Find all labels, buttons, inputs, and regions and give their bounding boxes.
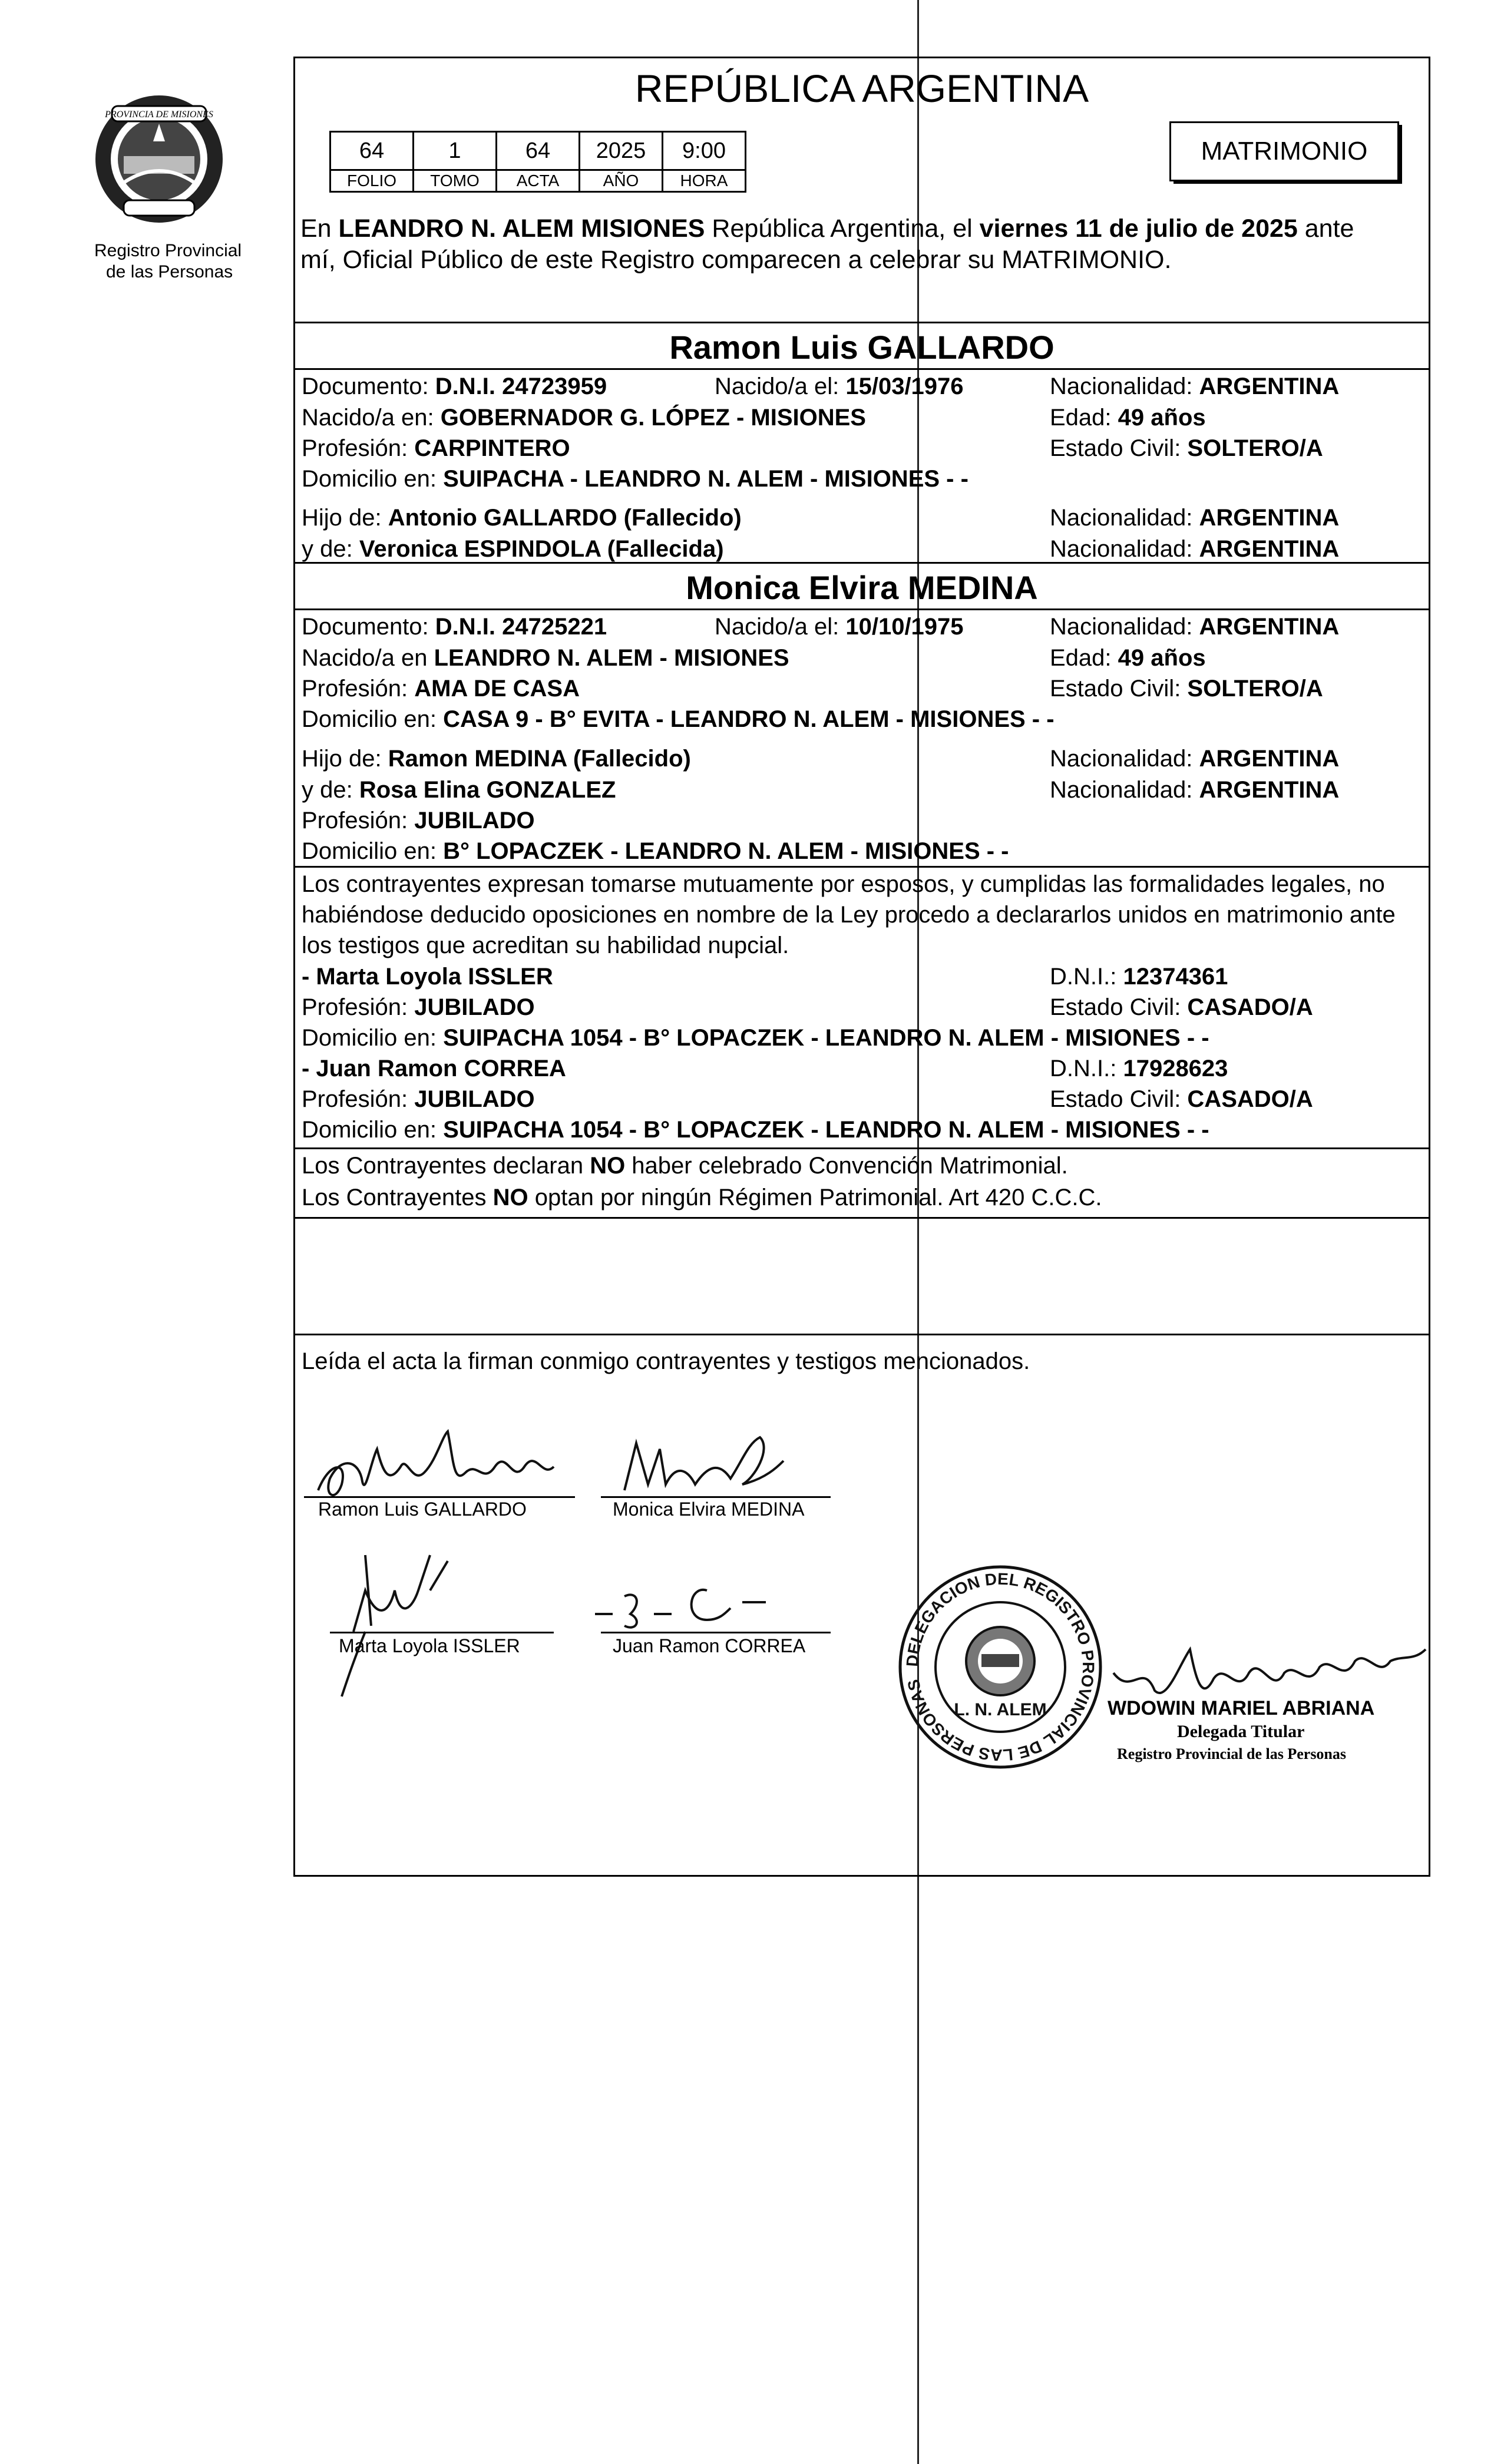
groom-name: Ramon Luis GALLARDO <box>669 329 1055 366</box>
groom-edad: Edad: 49 años <box>1050 405 1206 431</box>
anio-label: AÑO <box>580 170 663 192</box>
witness2-domicilio: Domicilio en: SUIPACHA 1054 - B° LOPACZEK - LEANDRO N. ALEM - MISIONES - - <box>302 1117 1209 1143</box>
org-name-line2: de las Personas <box>106 262 233 282</box>
bride-nacido-el: Nacido/a el: 10/10/1975 <box>715 614 964 640</box>
declaration-line-3: los testigos que acreditan su habilidad nupcial. <box>302 932 789 958</box>
bride-documento: Documento: D.N.I. 24725221 <box>302 614 607 640</box>
bride-estado-civil: Estado Civil: SOLTERO/A <box>1050 676 1323 702</box>
witness2-dni: D.N.I.: 17928623 <box>1050 1056 1228 1081</box>
groom-nacido-en: Nacido/a en: GOBERNADOR G. LÓPEZ - MISIONES <box>302 405 866 431</box>
folio-label: FOLIO <box>330 170 414 192</box>
witness2-name: - Juan Ramon CORREA <box>302 1056 566 1081</box>
divider-4 <box>293 608 1430 610</box>
declaration-line-1: Los contrayentes expresan tomarse mutuamente por esposos, y cumplidas las formalidades legales, no <box>302 871 1385 897</box>
bride-padre: Hijo de: Ramon MEDINA (Fallecido) <box>302 746 691 772</box>
bride-name: Monica Elvira MEDINA <box>686 569 1038 606</box>
bride-signature <box>613 1426 813 1508</box>
tomo-value: 1 <box>414 132 497 170</box>
bride-signature-line <box>601 1496 831 1498</box>
witness2-profesion: Profesión: JUBILADO <box>302 1086 535 1112</box>
groom-domicilio: Domicilio en: SUIPACHA - LEANDRO N. ALEM - MISIONES - - <box>302 466 968 492</box>
convencion-line-1: Los Contrayentes declaran NO haber celebrado Convención Matrimonial. <box>302 1153 1068 1179</box>
bride-padre-profesion: Profesión: JUBILADO <box>302 808 535 834</box>
groom-signature-label: Ramon Luis GALLARDO <box>318 1499 527 1520</box>
document-type-box-shadow <box>1399 125 1402 184</box>
bride-domicilio: Domicilio en: CASA 9 - B° EVITA - LEANDRO N. ALEM - MISIONES - - <box>302 706 1055 732</box>
groom-madre: y de: Veronica ESPINDOLA (Fallecida) <box>302 536 724 562</box>
divider-1 <box>293 322 1430 323</box>
witness2-signature <box>589 1567 789 1638</box>
official-stamp <box>894 1561 1106 1773</box>
anio-value: 2025 <box>580 132 663 170</box>
divider-3 <box>293 562 1430 564</box>
groom-padre: Hijo de: Antonio GALLARDO (Fallecido) <box>302 505 742 531</box>
stamp-ring-text: DELEGACION DEL REGISTRO PROVINCIAL DE LAS PERSONAS <box>903 1569 1098 1765</box>
groom-nacionalidad: Nacionalidad: ARGENTINA <box>1050 373 1340 399</box>
bride-madre-nacionalidad: Nacionalidad: ARGENTINA <box>1050 777 1340 803</box>
witness2-estado-civil: Estado Civil: CASADO/A <box>1050 1086 1313 1112</box>
bride-edad: Edad: 49 años <box>1050 645 1206 671</box>
seal-text: PROVINCIA DE MISIONES <box>105 110 213 120</box>
org-name-line1: Registro Provincial <box>94 241 242 260</box>
document-type-box-shadow-bottom <box>1174 181 1402 184</box>
divider-5 <box>293 866 1430 868</box>
groom-nacido-el: Nacido/a el: 15/03/1976 <box>715 373 964 399</box>
hora-label: HORA <box>663 170 746 192</box>
acta-label: ACTA <box>497 170 580 192</box>
groom-profesion: Profesión: CARPINTERO <box>302 435 570 461</box>
witness1-estado-civil: Estado Civil: CASADO/A <box>1050 994 1313 1020</box>
witness2-signature-label: Juan Ramon CORREA <box>613 1635 806 1656</box>
intro-line-1: En LEANDRO N. ALEM MISIONES República Argentina, el viernes 11 de julio de 2025 ante <box>300 214 1354 243</box>
folio-value: 64 <box>330 132 414 170</box>
divider-6 <box>293 1147 1430 1149</box>
bride-nacionalidad: Nacionalidad: ARGENTINA <box>1050 614 1340 640</box>
closing-text: Leída el acta la firman conmigo contrayentes y testigos mencionados. <box>302 1348 1030 1374</box>
groom-padre-nacionalidad: Nacionalidad: ARGENTINA <box>1050 505 1340 531</box>
divider-2 <box>293 368 1430 370</box>
bride-profesion: Profesión: AMA DE CASA <box>302 676 580 702</box>
witness1-signature <box>330 1543 507 1708</box>
document-type-box: MATRIMONIO <box>1169 121 1399 181</box>
official-title: Delegada Titular <box>1177 1722 1305 1741</box>
seal-lettering <box>88 88 230 230</box>
bride-padre-domicilio: Domicilio en: B° LOPACZEK - LEANDRO N. ALEM - MISIONES - - <box>302 838 1009 864</box>
hora-value: 9:00 <box>663 132 746 170</box>
divider-8 <box>293 1334 1430 1335</box>
divider-7 <box>293 1217 1430 1219</box>
witness1-dni: D.N.I.: 12374361 <box>1050 964 1228 990</box>
groom-signature <box>306 1426 613 1508</box>
declaration-line-2: habiéndose deducido oposiciones en nombre de la Ley procedo a declararlos unidos en matrimonio ante <box>302 902 1396 928</box>
intro-date: viernes 11 de julio de 2025 <box>979 214 1298 243</box>
stamp-center-text: L. N. ALEM <box>954 1700 1047 1719</box>
convencion-line-2: Los Contrayentes NO optan por ningún Régimen Patrimonial. Art 420 C.C.C. <box>302 1185 1102 1210</box>
groom-signature-line <box>304 1496 575 1498</box>
witness1-profesion: Profesión: JUBILADO <box>302 994 535 1020</box>
bride-nacido-en: Nacido/a en LEANDRO N. ALEM - MISIONES <box>302 645 789 671</box>
groom-estado-civil: Estado Civil: SOLTERO/A <box>1050 435 1323 461</box>
witness1-signature-label: Marta Loyola ISSLER <box>339 1635 520 1656</box>
registry-meta-table <box>329 131 746 193</box>
tomo-label: TOMO <box>414 170 497 192</box>
witness1-signature-line <box>330 1632 554 1633</box>
witness2-signature-line <box>601 1632 831 1633</box>
bride-madre: y de: Rosa Elina GONZALEZ <box>302 777 616 803</box>
document-title: REPÚBLICA ARGENTINA <box>634 67 1089 110</box>
intro-line-2: mí, Oficial Público de este Registro comparecen a celebrar su MATRIMONIO. <box>300 246 1172 274</box>
groom-documento: Documento: D.N.I. 24723959 <box>302 373 607 399</box>
acta-value: 64 <box>497 132 580 170</box>
official-name: WDOWIN MARIEL ABRIANA <box>1108 1697 1375 1719</box>
witness1-name: - Marta Loyola ISSLER <box>302 964 553 990</box>
intro-place: LEANDRO N. ALEM MISIONES <box>338 214 705 243</box>
witness1-domicilio: Domicilio en: SUIPACHA 1054 - B° LOPACZEK - LEANDRO N. ALEM - MISIONES - - <box>302 1025 1209 1051</box>
groom-madre-nacionalidad: Nacionalidad: ARGENTINA <box>1050 536 1340 562</box>
bride-signature-label: Monica Elvira MEDINA <box>613 1499 805 1520</box>
official-org: Registro Provincial de las Personas <box>1117 1745 1347 1762</box>
bride-padre-nacionalidad: Nacionalidad: ARGENTINA <box>1050 746 1340 772</box>
